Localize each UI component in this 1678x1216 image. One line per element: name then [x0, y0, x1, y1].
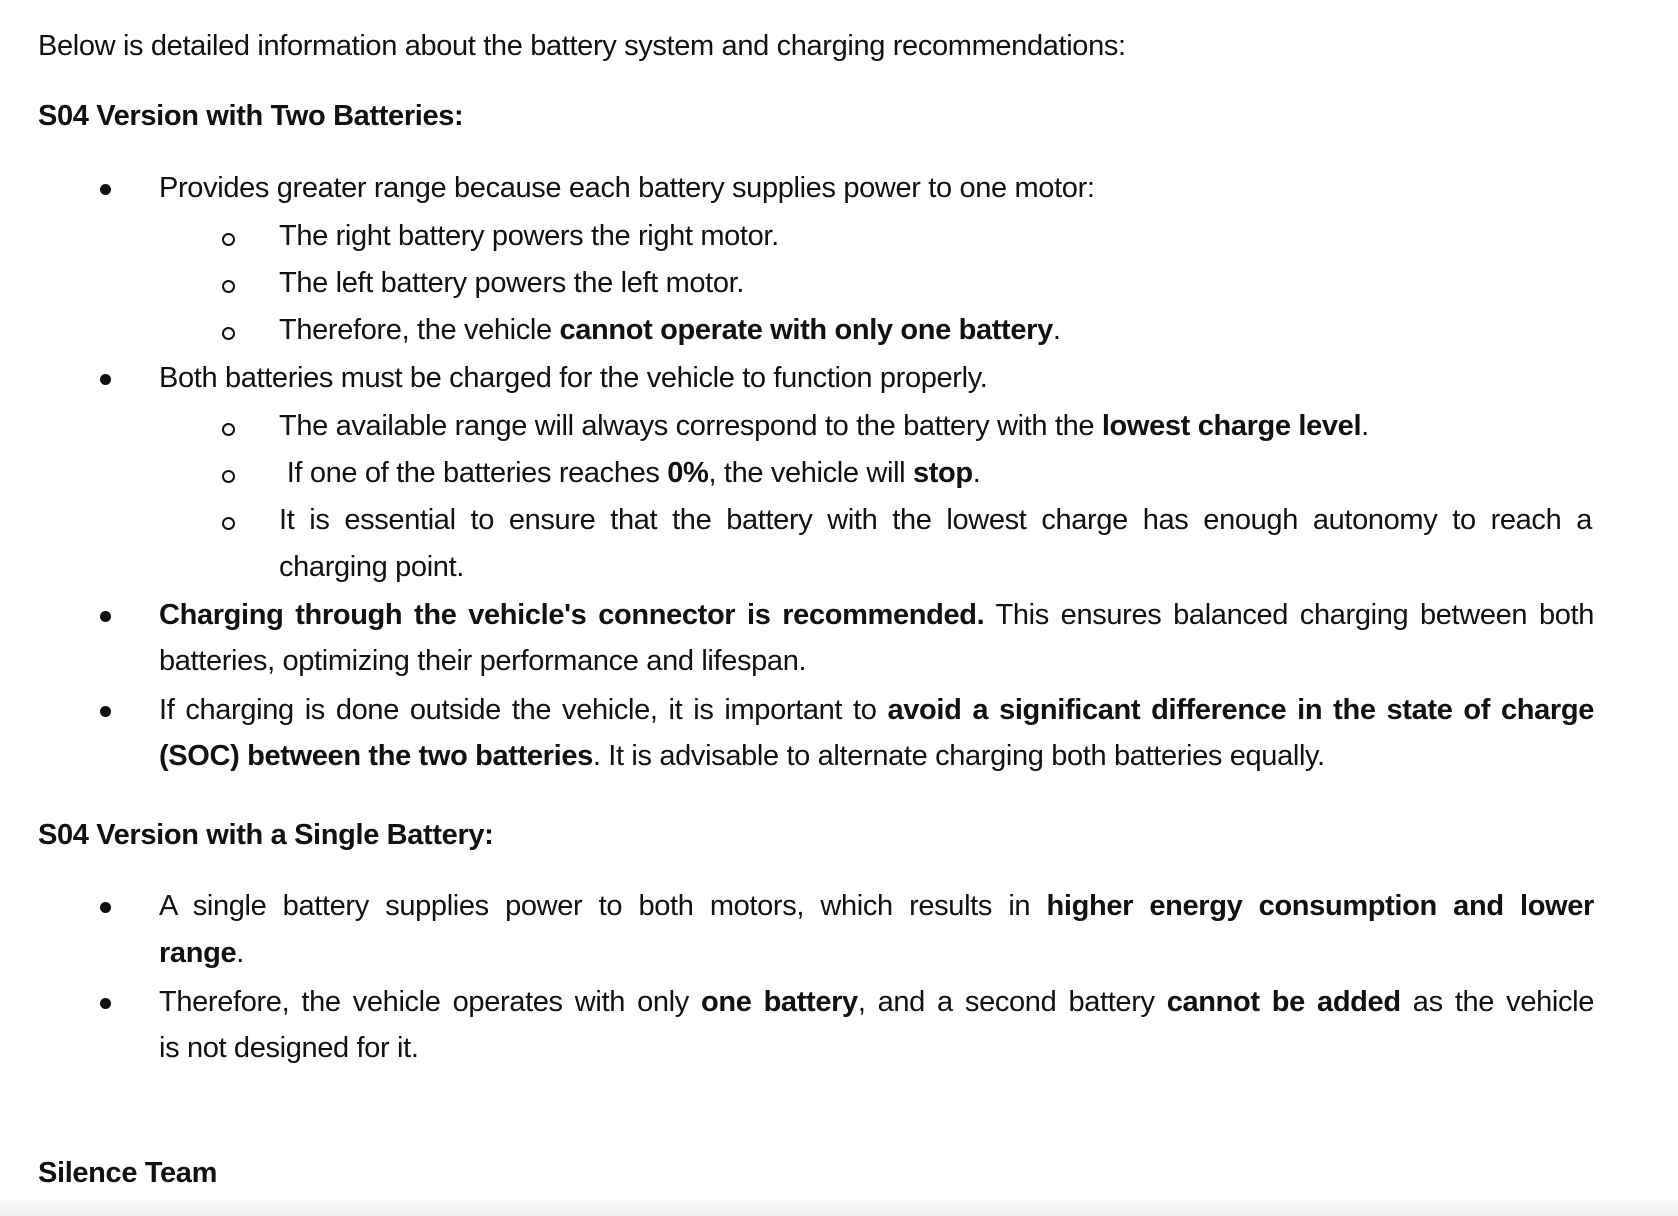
sub-item-right-battery: The right battery powers the right motor. — [279, 220, 779, 252]
list-item-single-battery-line1: A single battery supplies power to both motors, which results in higher energy consumption and lower — [159, 890, 1594, 922]
sub-bullet-icon — [222, 517, 235, 530]
sub-item-available-range: The available range will always correspond to the battery with the lowest charge level. — [279, 410, 1369, 442]
sub-item-zero-percent: If one of the batteries reaches 0%, the vehicle will stop. — [279, 457, 981, 489]
list-item-connector-line1: Charging through the vehicle's connector is recommended. This ensures balanced charging between both — [159, 599, 1594, 631]
signature: Silence Team — [38, 1157, 218, 1189]
list-item-outside-charging-line1: If charging is done outside the vehicle, it is important to avoid a significant difference in the state of charge — [159, 694, 1594, 726]
bullet-icon — [100, 902, 111, 913]
list-item-both-charged: Both batteries must be charged for the vehicle to function properly. — [159, 362, 988, 394]
sub-item-autonomy-line2: charging point. — [279, 551, 464, 583]
list-item-greater-range: Provides greater range because each battery supplies power to one motor: — [159, 172, 1095, 204]
list-item-outside-charging-line2: (SOC) between the two batteries. It is advisable to alternate charging both batteries equally. — [159, 740, 1325, 772]
list-item-single-battery-line2: range. — [159, 937, 244, 969]
section-heading-two-batteries: S04 Version with Two Batteries: — [38, 100, 464, 132]
bullet-icon — [100, 184, 111, 195]
intro-text: Below is detailed information about the battery system and charging recommendations: — [38, 30, 1126, 62]
list-item-connector-line2: batteries, optimizing their performance and lifespan. — [159, 645, 807, 677]
section-heading-single-battery: S04 Version with a Single Battery: — [38, 819, 494, 851]
sub-bullet-icon — [222, 327, 235, 340]
sub-bullet-icon — [222, 423, 235, 436]
bottom-edge-shadow — [0, 1198, 1678, 1216]
bullet-icon — [100, 706, 111, 717]
sub-bullet-icon — [222, 470, 235, 483]
sub-item-autonomy-line1: It is essential to ensure that the battery with the lowest charge has enough autonomy to reach a — [279, 504, 1592, 536]
bullet-icon — [100, 374, 111, 385]
bullet-icon — [100, 998, 111, 1009]
sub-bullet-icon — [222, 280, 235, 293]
sub-bullet-icon — [222, 233, 235, 246]
list-item-one-battery-line1: Therefore, the vehicle operates with only one battery, and a second battery cannot be added as the vehicle — [159, 986, 1594, 1018]
list-item-one-battery-line2: is not designed for it. — [159, 1032, 419, 1064]
bullet-icon — [100, 611, 111, 622]
sub-item-left-battery: The left battery powers the left motor. — [279, 267, 745, 299]
sub-item-cannot-operate: Therefore, the vehicle cannot operate with only one battery. — [279, 314, 1061, 346]
